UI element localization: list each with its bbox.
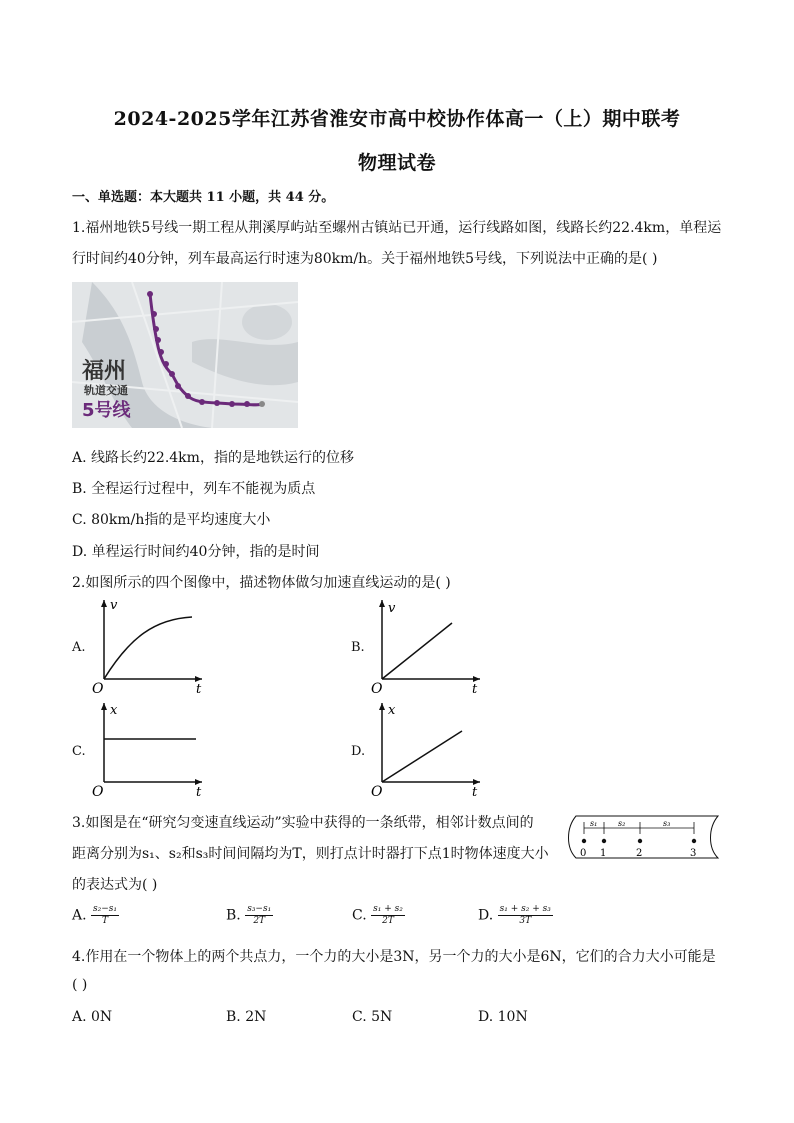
q1-stem-line2: 行时间约40分钟，列车最高运行时速为80km/h。关于福州地铁5号线，下列说法中正确的是( ): [72, 251, 658, 267]
q3-option-b: [226, 904, 273, 927]
q4-option-c: C. 5N: [352, 1009, 393, 1025]
tape-p1: 1: [600, 848, 607, 859]
q3-option-d-den: 3T: [519, 916, 532, 926]
section-heading: 一、单选题：本大题共 11 小题，共 44 分。: [72, 190, 335, 205]
q4-option-a: A. 0N: [72, 1009, 113, 1025]
q3-option-c-num: s₁ + s₂: [373, 904, 403, 914]
q3-option-b-label: B.: [226, 907, 241, 924]
q2-graph-b-ylabel: v: [388, 601, 396, 616]
q1-option-b: B. 全程运行过程中，列车不能视为质点: [72, 481, 316, 497]
q2-graph-a-label: A.: [72, 640, 86, 655]
tape-s1: s₁: [590, 819, 598, 828]
q2-graph-a-ylabel: v: [110, 598, 118, 613]
q2-graph-b-origin: O: [371, 681, 383, 697]
page-title: 2024-2025学年江苏省淮安市高中校协作体高一（上）期中联考: [113, 108, 681, 130]
q2-graph-b-xlabel: t: [472, 682, 478, 697]
q4-stem-line2: ( ): [72, 977, 88, 993]
q4-option-b: B. 2N: [226, 1009, 267, 1025]
q1-option-d: D. 单程运行时间约40分钟，指的是时间: [72, 544, 320, 560]
q3-option-a-num: s₂−s₁: [93, 904, 118, 914]
tape-p2: 2: [636, 848, 643, 859]
q3-stem-line2: 距离分别为s₁、s₂和s₃时间间隔均为T，则打点计时器打下点1时物体速度大小: [72, 846, 549, 862]
q2-graph-a-xlabel: t: [196, 682, 202, 697]
page-subtitle: 物理试卷: [357, 152, 436, 174]
q3-option-d-num: s₁ + s₂ + s₃: [499, 904, 551, 914]
q2-graph-c-origin: O: [92, 784, 104, 800]
q2-graph-d-ylabel: x: [388, 703, 396, 718]
tape-p3: 3: [690, 848, 697, 859]
q1-stem-line1: 1.福州地铁5号线一期工程从荆溪厚屿站至螺州古镇站已开通，运行线路如图，线路长约22.4km，单程运: [72, 220, 722, 236]
q3-option-b-den: 2T: [253, 916, 266, 926]
paper-tape-figure: [568, 808, 720, 864]
map-line-name: 5号线: [82, 400, 131, 421]
q2-graph-c-xlabel: t: [196, 785, 202, 800]
q2-graph-d-label: D.: [351, 744, 366, 759]
q2-graph-c: [90, 700, 210, 800]
q3-option-b-num: s₃−s₁: [247, 904, 272, 914]
q3-option-d-label: D.: [478, 907, 494, 924]
q2-graph-d-xlabel: t: [472, 785, 478, 800]
q1-option-a: A. 线路长约22.4km，指的是地铁运行的位移: [72, 450, 354, 466]
q2-graph-b-label: B.: [351, 640, 365, 655]
q3-option-d: [478, 904, 553, 927]
q2-stem: 2.如图所示的四个图像中，描述物体做匀加速直线运动的是( ): [72, 575, 451, 591]
q2-graph-a: [90, 597, 210, 697]
q4-option-d: D. 10N: [478, 1009, 528, 1025]
q3-stem-line1: 3.如图是在“研究匀变速直线运动”实验中获得的一条纸带，相邻计数点间的: [72, 815, 534, 831]
map-sub: 轨道交通: [84, 384, 128, 397]
tape-p0: 0: [580, 848, 587, 859]
q3-option-c-den: 2T: [382, 916, 394, 926]
q3-stem-line3: 的表达式为( ): [72, 877, 158, 893]
q2-graph-c-ylabel: x: [110, 703, 118, 718]
q2-graph-a-origin: O: [92, 681, 104, 697]
q2-graph-d: [368, 700, 488, 800]
q2-graph-b: [368, 597, 488, 697]
q1-option-c: C. 80km/h指的是平均速度大小: [72, 512, 271, 528]
metro-map-figure: [72, 282, 298, 428]
q3-option-a: [72, 904, 119, 927]
q2-graph-d-origin: O: [371, 784, 383, 800]
q3-option-c: [352, 904, 405, 927]
tape-s2: s₂: [618, 819, 626, 828]
q3-option-a-den: T: [102, 916, 109, 926]
q4-stem-line1: 4.作用在一个物体上的两个共点力，一个力的大小是3N，另一个力的大小是6N，它们的合力大小可能是: [72, 949, 716, 965]
q2-graph-c-label: C.: [72, 744, 86, 759]
q3-option-a-label: A.: [72, 907, 87, 924]
q3-option-c-label: C.: [352, 907, 367, 924]
map-city: 福州: [82, 359, 127, 384]
tape-s3: s₃: [663, 819, 671, 828]
